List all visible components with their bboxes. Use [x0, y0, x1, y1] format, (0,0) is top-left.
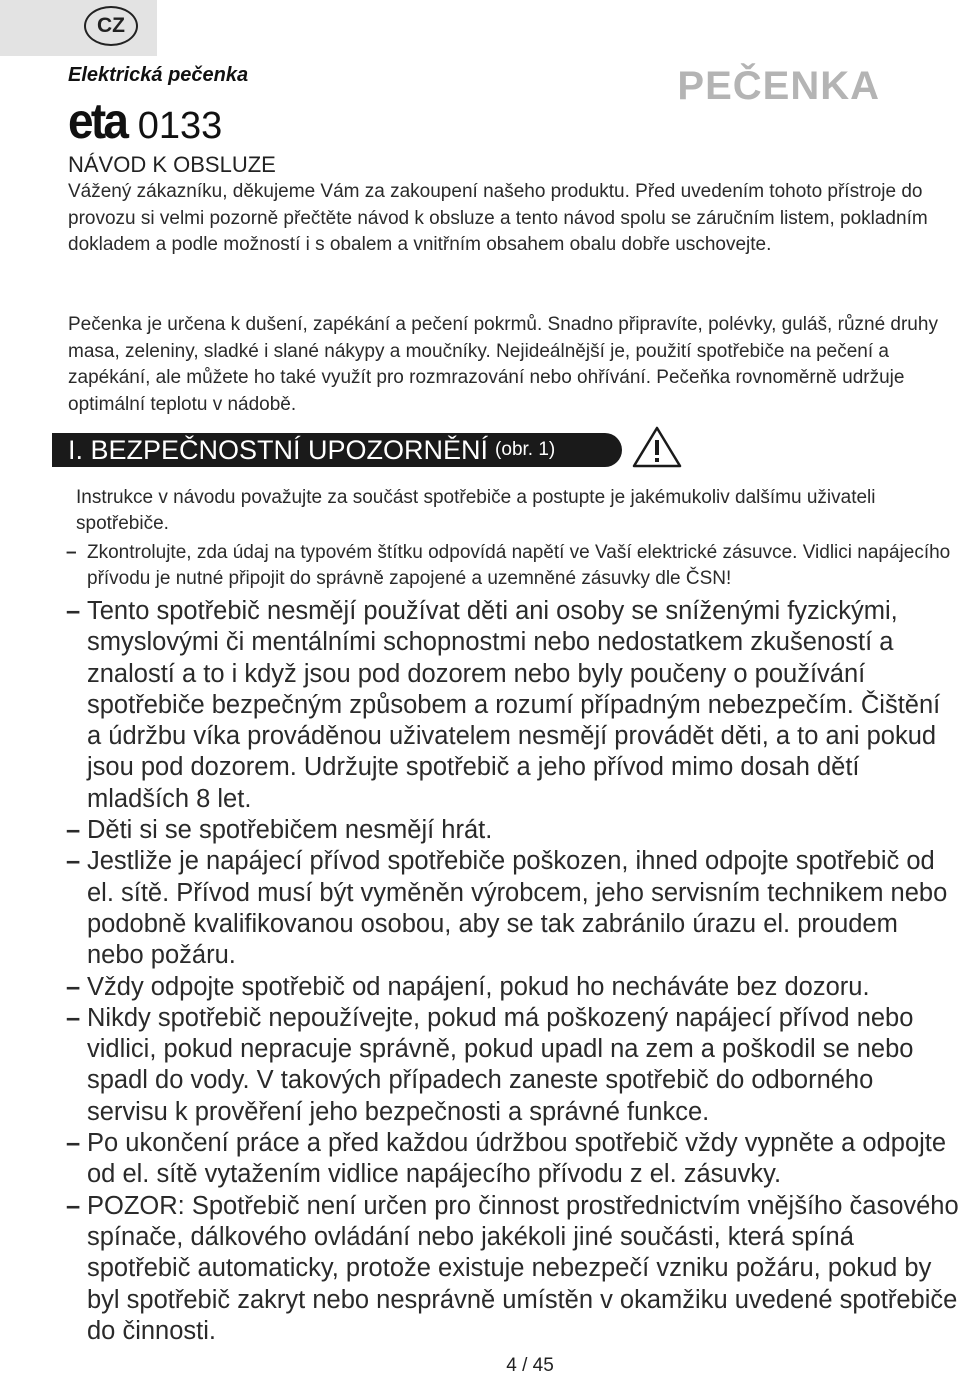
safety-heading-text: I. BEZPEČNOSTNÍ UPOZORNĚNÍ [68, 434, 489, 465]
intro-paragraph: Vážený zákazníku, děkujeme Vám za zakoupení našeho produktu. Před uvedením tohoto přístroje do provozu si velmi pozorně přečtěte návod k obsluze a tento návod spolu se záručním listem, pokladním dokladem a podle možností i s obalem a vnitřním obsahem obalu dobře uschovejte. [68, 181, 928, 255]
brand-block [68, 92, 222, 150]
figure-reference: (obr. 1) [495, 439, 556, 460]
safety-rule: – Jestliže je napájecí přívod spotřebiče poškozen, ihned odpojte spotřebič od el. sítě. Přívod musí být vyměněn výrobcem, jeho servisním technikem nebo podobně kvalifikovanou osobou, aby se tak zabránilo úrazu el. proudem nebo požáru. [66, 846, 960, 971]
brand-logo: eta [68, 93, 127, 149]
safety-rules-list [66, 540, 960, 1347]
safety-rule: – Zkontrolujte, zda údaj na typovém štítku odpovídá napětí ve Vaší elektrické zásuvce. Vidlici napájecího přívodu je nutné připojit do správně zapojené a uzemněné zásuvky dle ČSN! [66, 540, 960, 592]
model-number: 0133 [137, 105, 223, 147]
safety-rule: – Po ukončení práce a před každou údržbou spotřebič vždy vypněte a odpojte od el. sítě vytažením vidlice napájecího přívodu z el. zásuvky. [66, 1128, 960, 1191]
safety-rule: – Nikdy spotřebič nepoužívejte, pokud má poškozený napájecí přívod nebo vidlici, pokud nepracuje správně, pokud upadl na zem a poškodil se nebo spadl do vody. V takových případech zaneste spotřebič do odborného servisu k prověření jeho bezpečnosti a správné funkce. [66, 1003, 960, 1128]
safety-rule: – Tento spotřebič nesmějí používat děti ani osoby se sníženými fyzickými, smyslovými či mentálními schopnostmi nebo nedostatkem zkušeností a znalostí a to i když jsou pod dozorem nebo byly poučeny o používání spotřebiče bezpečným způsobem a rozumí případným nebezpečím. Čištění a údržbu víka prováděnou uživatelem nesmějí provádět děti, a to ani pokud jsou pod dozorem. Udržujte spotřebič a jeho přívod mimo dosah dětí mladších 8 let. [66, 596, 960, 815]
safety-intro: Instrukce v návodu považujte za součást spotřebiče a postupte je jakémukoliv dalšímu uživateli spotřebiče. [76, 487, 876, 534]
language-badge: CZ [84, 6, 138, 46]
safety-rule: – Vždy odpojte spotřebič od napájení, pokud ho necháváte bez dozoru. [66, 972, 960, 1003]
safety-rule: – POZOR: Spotřebič není určen pro činnost prostřednictvím vnějšího časového spínače, dálkového ovládání nebo jakékoli jiné součásti, která spíná spotřebič automaticky, protože existuje nebezpečí vzniku požáru, pokud by byl spotřebič zakryt nebo nesprávně umístěn v okamžiku uvedené spotřebiče do činnosti. [66, 1191, 960, 1347]
language-tab [0, 0, 157, 56]
manual-title: NÁVOD K OBSLUZE [68, 152, 276, 177]
safety-heading [52, 433, 622, 467]
page-number: 4 / 45 [506, 1355, 554, 1376]
safety-rule: – Děti si se spotřebičem nesmějí hrát. [66, 815, 960, 846]
product-subtitle: Elektrická pečenka [68, 64, 249, 86]
section-label: PEČENKA [677, 64, 880, 108]
purpose-paragraph: Pečenka je určena k dušení, zapékání a pečení pokrmů. Snadno připravíte, polévky, guláš, různé druhy masa, zeleniny, sladké i slané nákypy a moučníky. Nejideálnější je, použití spotřebiče na pečení a zapékání, ale můžete ho také využít pro rozmrazování nebo ohřívání. Pečeňka rovnoměrně udržuje optimální teplotu v nádobě. [68, 314, 938, 415]
warning-triangle-icon [631, 425, 683, 469]
